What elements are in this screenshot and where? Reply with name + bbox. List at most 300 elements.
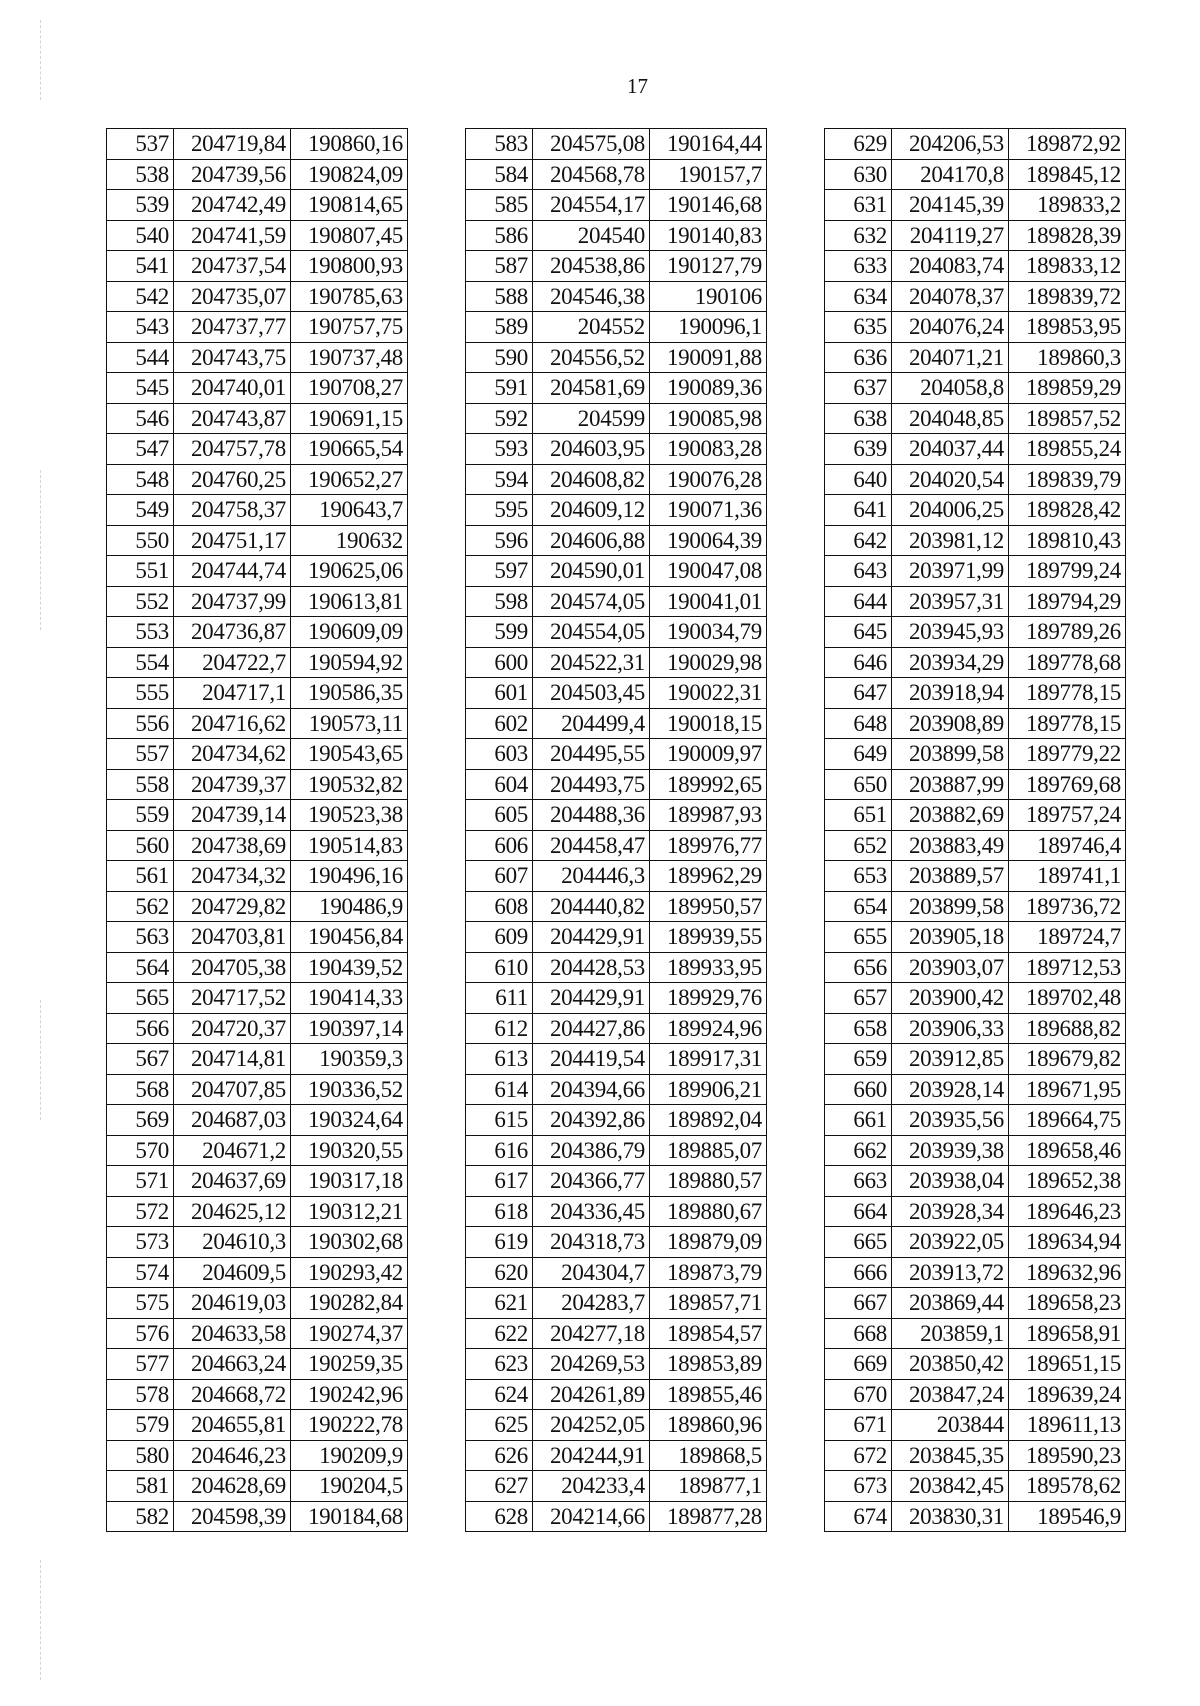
y-coordinate-cell: 189702,48 [1009, 983, 1126, 1014]
y-coordinate-cell: 190594,92 [291, 647, 408, 678]
x-coordinate-cell: 203847,24 [892, 1379, 1009, 1410]
point-number-cell: 589 [466, 312, 533, 343]
table-row [825, 129, 1126, 160]
x-coordinate-cell: 204304,7 [533, 1257, 650, 1288]
table-row [825, 1135, 1126, 1166]
x-coordinate-cell: 204429,91 [533, 922, 650, 953]
table-row [825, 1166, 1126, 1197]
point-number-cell: 607 [466, 861, 533, 892]
point-number-cell: 598 [466, 586, 533, 617]
table-row [466, 251, 767, 282]
table-row [825, 495, 1126, 526]
x-coordinate-cell: 204581,69 [533, 373, 650, 404]
y-coordinate-cell: 190514,83 [291, 830, 408, 861]
y-coordinate-cell: 189872,92 [1009, 129, 1126, 160]
y-coordinate-cell: 189651,15 [1009, 1349, 1126, 1380]
table-row [466, 1257, 767, 1288]
table-row [107, 891, 408, 922]
point-number-cell: 633 [825, 251, 892, 282]
table-row [466, 678, 767, 709]
table-row [466, 464, 767, 495]
table-row [466, 281, 767, 312]
point-number-cell: 665 [825, 1227, 892, 1258]
x-coordinate-cell: 204458,47 [533, 830, 650, 861]
table-row [107, 1318, 408, 1349]
y-coordinate-cell: 189855,46 [650, 1379, 767, 1410]
coordinates-table-1 [106, 128, 408, 1532]
y-coordinate-cell: 190324,64 [291, 1105, 408, 1136]
point-number-cell: 577 [107, 1349, 174, 1380]
y-coordinate-cell: 189590,23 [1009, 1440, 1126, 1471]
x-coordinate-cell: 204739,14 [174, 800, 291, 831]
table-row [107, 952, 408, 983]
table-row [466, 1410, 767, 1441]
point-number-cell: 622 [466, 1318, 533, 1349]
point-number-cell: 645 [825, 617, 892, 648]
table-row [825, 1105, 1126, 1136]
y-coordinate-cell: 189976,77 [650, 830, 767, 861]
point-number-cell: 596 [466, 525, 533, 556]
x-coordinate-cell: 204637,69 [174, 1166, 291, 1197]
y-coordinate-cell: 189671,95 [1009, 1074, 1126, 1105]
y-coordinate-cell: 190312,21 [291, 1196, 408, 1227]
point-number-cell: 667 [825, 1288, 892, 1319]
point-number-cell: 586 [466, 220, 533, 251]
x-coordinate-cell: 204705,38 [174, 952, 291, 983]
x-coordinate-cell: 204663,24 [174, 1349, 291, 1380]
point-number-cell: 658 [825, 1013, 892, 1044]
x-coordinate-cell: 204261,89 [533, 1379, 650, 1410]
point-number-cell: 616 [466, 1135, 533, 1166]
table-row [825, 678, 1126, 709]
table-row [107, 830, 408, 861]
point-number-cell: 631 [825, 190, 892, 221]
y-coordinate-cell: 190096,1 [650, 312, 767, 343]
y-coordinate-cell: 189854,57 [650, 1318, 767, 1349]
table-row [825, 861, 1126, 892]
x-coordinate-cell: 204739,37 [174, 769, 291, 800]
y-coordinate-cell: 190146,68 [650, 190, 767, 221]
table-row [466, 312, 767, 343]
x-coordinate-cell: 204538,86 [533, 251, 650, 282]
table-row [107, 617, 408, 648]
point-number-cell: 612 [466, 1013, 533, 1044]
x-coordinate-cell: 203935,56 [892, 1105, 1009, 1136]
table-row [825, 952, 1126, 983]
x-coordinate-cell: 204071,21 [892, 342, 1009, 373]
point-number-cell: 628 [466, 1501, 533, 1532]
point-number-cell: 649 [825, 739, 892, 770]
table-row [107, 922, 408, 953]
point-number-cell: 601 [466, 678, 533, 709]
y-coordinate-cell: 190652,27 [291, 464, 408, 495]
table-row [466, 922, 767, 953]
x-coordinate-cell: 204336,45 [533, 1196, 650, 1227]
x-coordinate-cell: 204606,88 [533, 525, 650, 556]
point-number-cell: 583 [466, 129, 533, 160]
x-coordinate-cell: 204392,86 [533, 1105, 650, 1136]
x-coordinate-cell: 204603,95 [533, 434, 650, 465]
x-coordinate-cell: 204737,99 [174, 586, 291, 617]
y-coordinate-cell: 189877,28 [650, 1501, 767, 1532]
x-coordinate-cell: 204719,84 [174, 129, 291, 160]
point-number-cell: 657 [825, 983, 892, 1014]
x-coordinate-cell: 204707,85 [174, 1074, 291, 1105]
y-coordinate-cell: 189929,76 [650, 983, 767, 1014]
y-coordinate-cell: 189779,22 [1009, 739, 1126, 770]
table-row [825, 464, 1126, 495]
y-coordinate-cell: 189880,67 [650, 1196, 767, 1227]
table-row [466, 190, 767, 221]
point-number-cell: 630 [825, 159, 892, 190]
x-coordinate-cell: 204716,62 [174, 708, 291, 739]
x-coordinate-cell: 204734,62 [174, 739, 291, 770]
table-row [466, 891, 767, 922]
point-number-cell: 663 [825, 1166, 892, 1197]
x-coordinate-cell: 204244,91 [533, 1440, 650, 1471]
point-number-cell: 546 [107, 403, 174, 434]
point-number-cell: 560 [107, 830, 174, 861]
y-coordinate-cell: 189855,24 [1009, 434, 1126, 465]
point-number-cell: 637 [825, 373, 892, 404]
point-number-cell: 639 [825, 434, 892, 465]
table-row [825, 159, 1126, 190]
point-number-cell: 669 [825, 1349, 892, 1380]
point-number-cell: 584 [466, 159, 533, 190]
y-coordinate-cell: 190282,84 [291, 1288, 408, 1319]
point-number-cell: 578 [107, 1379, 174, 1410]
point-number-cell: 619 [466, 1227, 533, 1258]
y-coordinate-cell: 190064,39 [650, 525, 767, 556]
point-number-cell: 606 [466, 830, 533, 861]
table-row [107, 1013, 408, 1044]
x-coordinate-cell: 204735,07 [174, 281, 291, 312]
x-coordinate-cell: 203913,72 [892, 1257, 1009, 1288]
y-coordinate-cell: 190184,68 [291, 1501, 408, 1532]
point-number-cell: 567 [107, 1044, 174, 1075]
y-coordinate-cell: 189658,46 [1009, 1135, 1126, 1166]
point-number-cell: 625 [466, 1410, 533, 1441]
y-coordinate-cell: 189546,9 [1009, 1501, 1126, 1532]
table-row [466, 983, 767, 1014]
table-row [107, 1074, 408, 1105]
point-number-cell: 552 [107, 586, 174, 617]
y-coordinate-cell: 190259,35 [291, 1349, 408, 1380]
y-coordinate-cell: 190532,82 [291, 769, 408, 800]
point-number-cell: 595 [466, 495, 533, 526]
y-coordinate-cell: 189860,3 [1009, 342, 1126, 373]
point-number-cell: 666 [825, 1257, 892, 1288]
point-number-cell: 538 [107, 159, 174, 190]
x-coordinate-cell: 204608,82 [533, 464, 650, 495]
table-row [107, 1196, 408, 1227]
point-number-cell: 643 [825, 556, 892, 587]
x-coordinate-cell: 204717,52 [174, 983, 291, 1014]
point-number-cell: 592 [466, 403, 533, 434]
table-row [825, 617, 1126, 648]
table-row [825, 1288, 1126, 1319]
table-row [466, 1135, 767, 1166]
x-coordinate-cell: 204427,86 [533, 1013, 650, 1044]
y-coordinate-cell: 189741,1 [1009, 861, 1126, 892]
x-coordinate-cell: 204048,85 [892, 403, 1009, 434]
x-coordinate-cell: 204610,3 [174, 1227, 291, 1258]
point-number-cell: 664 [825, 1196, 892, 1227]
x-coordinate-cell: 204737,77 [174, 312, 291, 343]
table-row [466, 434, 767, 465]
x-coordinate-cell: 204145,39 [892, 190, 1009, 221]
table-row [825, 1349, 1126, 1380]
point-number-cell: 551 [107, 556, 174, 587]
x-coordinate-cell: 204671,2 [174, 1135, 291, 1166]
y-coordinate-cell: 190222,78 [291, 1410, 408, 1441]
x-coordinate-cell: 204283,7 [533, 1288, 650, 1319]
table-row [466, 495, 767, 526]
table-row [107, 312, 408, 343]
y-coordinate-cell: 190632 [291, 525, 408, 556]
point-number-cell: 561 [107, 861, 174, 892]
y-coordinate-cell: 189857,71 [650, 1288, 767, 1319]
y-coordinate-cell: 189853,89 [650, 1349, 767, 1380]
table-row [825, 373, 1126, 404]
x-coordinate-cell: 204714,81 [174, 1044, 291, 1075]
x-coordinate-cell: 203899,58 [892, 891, 1009, 922]
table-row [466, 373, 767, 404]
point-number-cell: 636 [825, 342, 892, 373]
table-row [466, 617, 767, 648]
point-number-cell: 580 [107, 1440, 174, 1471]
x-coordinate-cell: 204076,24 [892, 312, 1009, 343]
y-coordinate-cell: 189611,13 [1009, 1410, 1126, 1441]
point-number-cell: 653 [825, 861, 892, 892]
y-coordinate-cell: 190665,54 [291, 434, 408, 465]
point-number-cell: 614 [466, 1074, 533, 1105]
coordinates-table-2 [465, 128, 767, 1532]
table-row [466, 1288, 767, 1319]
point-number-cell: 550 [107, 525, 174, 556]
point-number-cell: 621 [466, 1288, 533, 1319]
table-row [466, 1013, 767, 1044]
table-row [107, 251, 408, 282]
table-row [466, 586, 767, 617]
table-row [466, 708, 767, 739]
x-coordinate-cell: 203928,34 [892, 1196, 1009, 1227]
y-coordinate-cell: 190034,79 [650, 617, 767, 648]
y-coordinate-cell: 190302,68 [291, 1227, 408, 1258]
point-number-cell: 638 [825, 403, 892, 434]
point-number-cell: 611 [466, 983, 533, 1014]
y-coordinate-cell: 189828,42 [1009, 495, 1126, 526]
point-number-cell: 573 [107, 1227, 174, 1258]
y-coordinate-cell: 189939,55 [650, 922, 767, 953]
point-number-cell: 670 [825, 1379, 892, 1410]
x-coordinate-cell: 203899,58 [892, 739, 1009, 770]
point-number-cell: 629 [825, 129, 892, 160]
point-number-cell: 660 [825, 1074, 892, 1105]
table-row [825, 1257, 1126, 1288]
point-number-cell: 591 [466, 373, 533, 404]
x-coordinate-cell: 204252,05 [533, 1410, 650, 1441]
table-row [107, 739, 408, 770]
point-number-cell: 593 [466, 434, 533, 465]
point-number-cell: 617 [466, 1166, 533, 1197]
table-row [466, 1196, 767, 1227]
table-row [466, 830, 767, 861]
y-coordinate-cell: 190076,28 [650, 464, 767, 495]
point-number-cell: 605 [466, 800, 533, 831]
point-number-cell: 654 [825, 891, 892, 922]
point-number-cell: 554 [107, 647, 174, 678]
table-row [107, 1501, 408, 1532]
y-coordinate-cell: 190785,63 [291, 281, 408, 312]
x-coordinate-cell: 204609,12 [533, 495, 650, 526]
point-number-cell: 615 [466, 1105, 533, 1136]
point-number-cell: 609 [466, 922, 533, 953]
point-number-cell: 555 [107, 678, 174, 709]
x-coordinate-cell: 203906,33 [892, 1013, 1009, 1044]
table-row [825, 281, 1126, 312]
point-number-cell: 623 [466, 1349, 533, 1380]
y-coordinate-cell: 190242,96 [291, 1379, 408, 1410]
table-row [825, 1044, 1126, 1075]
x-coordinate-cell: 204419,54 [533, 1044, 650, 1075]
point-number-cell: 541 [107, 251, 174, 282]
y-coordinate-cell: 190397,14 [291, 1013, 408, 1044]
point-number-cell: 544 [107, 342, 174, 373]
table-row [107, 1135, 408, 1166]
y-coordinate-cell: 189688,82 [1009, 1013, 1126, 1044]
y-coordinate-cell: 189857,52 [1009, 403, 1126, 434]
table-row [107, 464, 408, 495]
table-row [107, 220, 408, 251]
point-number-cell: 566 [107, 1013, 174, 1044]
y-coordinate-cell: 189712,53 [1009, 952, 1126, 983]
point-number-cell: 603 [466, 739, 533, 770]
table-row [825, 403, 1126, 434]
point-number-cell: 599 [466, 617, 533, 648]
x-coordinate-cell: 204083,74 [892, 251, 1009, 282]
table-row [825, 190, 1126, 221]
y-coordinate-cell: 190737,48 [291, 342, 408, 373]
y-coordinate-cell: 190106 [650, 281, 767, 312]
y-coordinate-cell: 189778,15 [1009, 708, 1126, 739]
x-coordinate-cell: 204760,25 [174, 464, 291, 495]
x-coordinate-cell: 204233,4 [533, 1471, 650, 1502]
page-number: 17 [627, 74, 648, 98]
table-row [107, 1044, 408, 1075]
point-number-cell: 540 [107, 220, 174, 251]
x-coordinate-cell: 204720,37 [174, 1013, 291, 1044]
table-row [107, 1227, 408, 1258]
point-number-cell: 581 [107, 1471, 174, 1502]
point-number-cell: 661 [825, 1105, 892, 1136]
table-row [825, 1379, 1126, 1410]
table-row [825, 983, 1126, 1014]
x-coordinate-cell: 203830,31 [892, 1501, 1009, 1532]
point-number-cell: 608 [466, 891, 533, 922]
point-number-cell: 668 [825, 1318, 892, 1349]
x-coordinate-cell: 204758,37 [174, 495, 291, 526]
x-coordinate-cell: 203945,93 [892, 617, 1009, 648]
table-row [825, 922, 1126, 953]
y-coordinate-cell: 189924,96 [650, 1013, 767, 1044]
table-row [466, 159, 767, 190]
table-row [466, 1471, 767, 1502]
table-row [825, 342, 1126, 373]
x-coordinate-cell: 203889,57 [892, 861, 1009, 892]
x-coordinate-cell: 204668,72 [174, 1379, 291, 1410]
x-coordinate-cell: 204078,37 [892, 281, 1009, 312]
point-number-cell: 640 [825, 464, 892, 495]
table-row [107, 1288, 408, 1319]
y-coordinate-cell: 189987,93 [650, 800, 767, 831]
table-row [466, 1166, 767, 1197]
table-row [107, 800, 408, 831]
table-row [107, 373, 408, 404]
y-coordinate-cell: 190814,65 [291, 190, 408, 221]
y-coordinate-cell: 189634,94 [1009, 1227, 1126, 1258]
table-row [107, 647, 408, 678]
table-row [107, 1440, 408, 1471]
x-coordinate-cell: 203918,94 [892, 678, 1009, 709]
y-coordinate-cell: 190573,11 [291, 708, 408, 739]
table-row [825, 647, 1126, 678]
x-coordinate-cell: 204170,8 [892, 159, 1009, 190]
point-number-cell: 557 [107, 739, 174, 770]
table-row [825, 251, 1126, 282]
y-coordinate-cell: 189810,43 [1009, 525, 1126, 556]
y-coordinate-cell: 190140,83 [650, 220, 767, 251]
point-number-cell: 641 [825, 495, 892, 526]
x-coordinate-cell: 204628,69 [174, 1471, 291, 1502]
x-coordinate-cell: 204738,69 [174, 830, 291, 861]
point-number-cell: 600 [466, 647, 533, 678]
y-coordinate-cell: 189845,12 [1009, 159, 1126, 190]
table-row [466, 1074, 767, 1105]
table-row [466, 769, 767, 800]
x-coordinate-cell: 203842,45 [892, 1471, 1009, 1502]
table-row [825, 525, 1126, 556]
y-coordinate-cell: 190708,27 [291, 373, 408, 404]
x-coordinate-cell: 204743,75 [174, 342, 291, 373]
x-coordinate-cell: 204503,45 [533, 678, 650, 709]
point-number-cell: 558 [107, 769, 174, 800]
y-coordinate-cell: 189853,95 [1009, 312, 1126, 343]
y-coordinate-cell: 189892,04 [650, 1105, 767, 1136]
x-coordinate-cell: 204703,81 [174, 922, 291, 953]
x-coordinate-cell: 204546,38 [533, 281, 650, 312]
x-coordinate-cell: 204742,49 [174, 190, 291, 221]
y-coordinate-cell: 190293,42 [291, 1257, 408, 1288]
table-row [825, 586, 1126, 617]
table-row [107, 159, 408, 190]
y-coordinate-cell: 190439,52 [291, 952, 408, 983]
y-coordinate-cell: 190317,18 [291, 1166, 408, 1197]
y-coordinate-cell: 189828,39 [1009, 220, 1126, 251]
y-coordinate-cell: 190018,15 [650, 708, 767, 739]
x-coordinate-cell: 204429,91 [533, 983, 650, 1014]
point-number-cell: 659 [825, 1044, 892, 1075]
point-number-cell: 562 [107, 891, 174, 922]
table-row [107, 281, 408, 312]
y-coordinate-cell: 189992,65 [650, 769, 767, 800]
point-number-cell: 570 [107, 1135, 174, 1166]
y-coordinate-cell: 189652,38 [1009, 1166, 1126, 1197]
table-row [466, 800, 767, 831]
table-row [466, 1227, 767, 1258]
y-coordinate-cell: 190800,93 [291, 251, 408, 282]
table-row [107, 1379, 408, 1410]
